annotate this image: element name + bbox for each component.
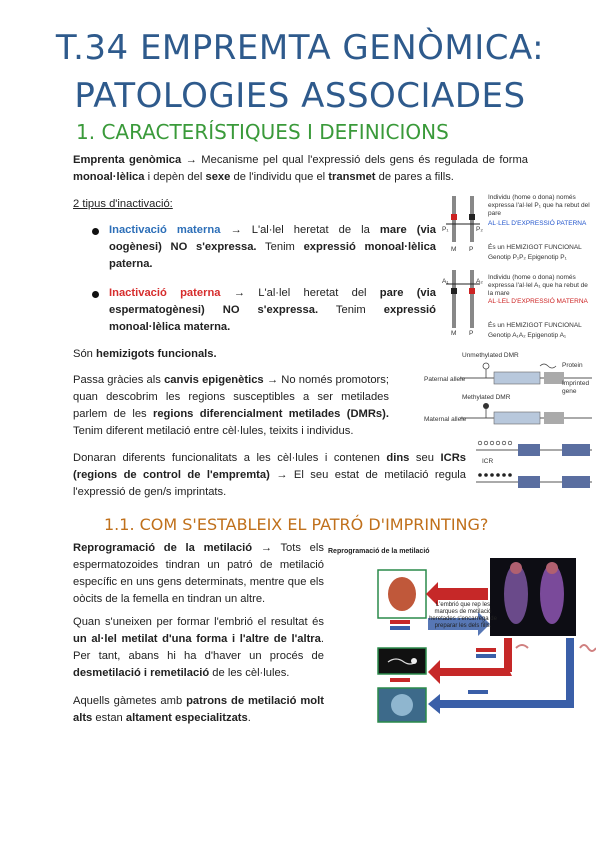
- reprogramming-cycle-diagram: [328, 548, 596, 728]
- parent-label: P: [469, 246, 474, 253]
- bullet-maternal: Inactivació materna → L'al·lel heretat de la mare (via oogènesi) NO s'expressa. Tenim expressió monoal·lèlica paterna.: [109, 224, 437, 270]
- allele-label: A₂: [476, 278, 483, 285]
- maternal-genotype: Genotip A₁A₂ Epigenotip A₁: [488, 332, 567, 339]
- unmethylated-label: Unmethylated DMR: [462, 352, 519, 359]
- maternal-hemizygote: És un HEMIZIGOT FUNCIONAL: [488, 322, 582, 329]
- allele-label: A₁: [442, 278, 449, 285]
- section-heading-1: 1. CARACTERÍSTIQUES I DEFINICIONS: [76, 120, 449, 144]
- icr-paragraph: Donaran diferents funcionalitats a les cèl·lules i contenen dins seu ICRs (regions de control de l'empremta) → El seu estat de metilació regula l'expressió de gen/s imprintats.: [73, 452, 466, 498]
- parent-label: M: [451, 330, 457, 337]
- embryo-paragraph: Quan s'uneixen per formar l'embrió el resultat és un al·lel metilat d'una forma i l'altre de l'altra. Per tant, abans hi ha d'haver un procés de desmetilació i remetilació de les cèl·lules.: [73, 616, 324, 679]
- icr-figure: [474, 438, 594, 494]
- inactivation-figure: [440, 192, 595, 342]
- paternal-note: Individu (home o dona) només expressa l'al·lel P₁ que ha rebut del pare: [488, 194, 590, 217]
- gametes-paragraph: Aquells gàmetes amb patrons de metilació molt alts estan altament especialitzats.: [73, 695, 324, 724]
- reprogramming-paragraph: Reprogramació de la metilació → Tots els espermatozoides tindran un patró de metilació específic en uns gens determinats, mentre que els oòcits de la femella en tindran un altre.: [73, 542, 324, 605]
- maternal-allele-label: Maternal allele: [424, 416, 467, 423]
- reprogramming-note: L'embrió que rep les marques de metilació heretades s'encarrega de preparar les dels fills.: [429, 602, 497, 629]
- maternal-expression-label: AL·LEL D'EXPRESSIÓ MATERNA: [488, 298, 588, 305]
- allele-label: P₁: [442, 226, 449, 233]
- maternal-note: Individu (home o dona) només expressa l'al·lel A₁ que ha rebut de la mare: [488, 274, 588, 297]
- imprinted-gene-label: Imprinted gene: [562, 380, 590, 395]
- icr-label: ICR: [482, 458, 494, 465]
- bullet-dot: [92, 291, 99, 298]
- reprogramming-figure: [328, 548, 596, 728]
- page-title-line1: T.34 EMPREMTA GENÒMICA:: [55, 28, 545, 68]
- reprogramming-figure-title: Reprogramació de la metilació: [328, 548, 430, 555]
- types-label: 2 tipus d'inactivació:: [73, 198, 173, 210]
- protein-label: Protein: [562, 362, 583, 369]
- paternal-hemizygote: És un HEMIZIGOT FUNCIONAL: [488, 244, 582, 251]
- section-heading-1-1: 1.1. COM S'ESTABLEIX EL PATRÓ D'IMPRINTING?: [104, 515, 489, 534]
- methylated-label: Methylated DMR: [462, 394, 511, 401]
- icr-diagram: [474, 438, 594, 494]
- page-title-line2: PATOLOGIES ASSOCIADES: [74, 76, 526, 116]
- paternal-expression-label: AL·LEL D'EXPRESSIÓ PATERNA: [488, 220, 587, 227]
- bullet-paternal: Inactivació paterna → L'al·lel heretat del pare (via espermatogènesi) NO s'expressa. Tenim expressió monoal·lèlica materna.: [109, 287, 436, 333]
- parent-label: P: [469, 330, 474, 337]
- paternal-allele-label: Paternal allele: [424, 376, 466, 383]
- parent-label: M: [451, 246, 457, 253]
- paternal-genotype: Genotip P₁P₂ Epigenotip P₁: [488, 254, 567, 261]
- bullet-dot: [92, 228, 99, 235]
- hemizygote-line: Són hemizigots funcionals.: [73, 348, 217, 360]
- dmr-figure: [424, 352, 594, 434]
- definition-paragraph: Emprenta genòmica → Mecanisme pel qual l'expressió dels gens és regulada de forma monoal·lèlica i depèn del sexe de l'individu que el transmet de pares a fills.: [73, 154, 529, 183]
- allele-label: P₂: [476, 226, 483, 233]
- epigenetic-paragraph: Passa gràcies als canvis epigenètics → No només promotors; quan descobrim les regions susceptibles a ser metilades parlem de les regions diferencialment metilades (DMRs). Tenim diferent metilació entre cèl·lules, teixits i individus.: [73, 374, 389, 437]
